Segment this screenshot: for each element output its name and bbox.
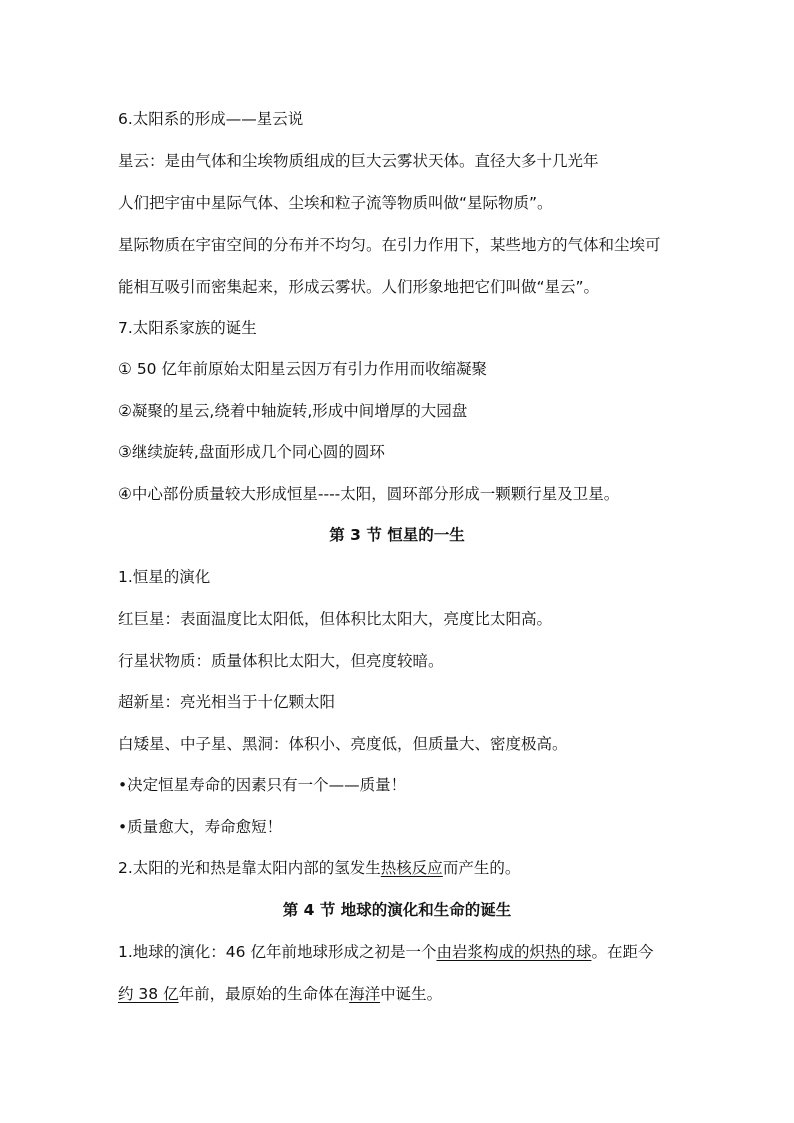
star-evolution-title: 1.恒星的演化	[118, 568, 211, 586]
section-7-title: 7.太阳系家族的诞生	[118, 319, 257, 337]
step-3: ③继续旋转,盘面形成几个同心圆的圆环	[118, 443, 385, 461]
earth-line-1-suffix: 。在距今	[591, 943, 654, 961]
planetary-matter-line: 行星状物质：质量体积比太阳大，但亮度较暗。	[118, 652, 444, 670]
red-giant-line: 红巨星：表面温度比太阳低，但体积比太阳大，亮度比太阳高。	[118, 610, 553, 628]
sun-energy-underlined: 热核反应	[380, 859, 443, 877]
earth-line-2-middle: 年前，最原始的生命体在	[178, 985, 350, 1003]
earth-line-2-underlined-ocean: 海洋	[349, 985, 381, 1003]
sun-energy-prefix: 2.太阳的光和热是靠太阳内部的氢发生	[118, 859, 381, 877]
earth-evolution-line-2	[118, 983, 688, 1005]
step-4: ④中心部份质量较大形成恒星----太阳，圆环部分形成一颗颗行星及卫星。	[118, 485, 620, 503]
dwarfs-line: 白矮星、中子星、黑洞：体积小、亮度低，但质量大、密度极高。	[118, 735, 568, 753]
earth-line-2-suffix: 中诞生。	[380, 985, 443, 1003]
earth-evolution-line-1	[118, 941, 688, 963]
interstellar-matter-definition: 人们把宇宙中星际气体、尘埃和粒子流等物质叫做“星际物质”。	[118, 194, 553, 212]
supernova-line: 超新星：亮光相当于十亿颗太阳	[118, 693, 336, 711]
sun-energy-line	[118, 857, 688, 879]
distribution-line-2: 能相互吸引而密集起来，形成云雾状。人们形象地把它们叫做“星云”。	[118, 278, 600, 296]
step-2: ②凝聚的星云,绕着中轴旋转,形成中间增厚的大园盘	[118, 402, 468, 420]
section-6-title: 6.太阳系的形成——星云说	[118, 110, 304, 128]
nebula-definition: 星云：是由气体和尘埃物质组成的巨大云雾状天体。直径大多十几光年	[118, 152, 599, 170]
sun-energy-suffix: 而产生的。	[442, 859, 521, 877]
earth-line-2-underlined-years: 约 38 亿	[118, 985, 179, 1003]
step-1: ① 50 亿年前原始太阳星云因万有引力作用而收缩凝聚	[118, 360, 487, 378]
bullet-lifetime-factor: •决定恒星寿命的因素只有一个——质量！	[118, 776, 407, 794]
bullet-mass-lifetime: •质量愈大，寿命愈短！	[118, 818, 283, 836]
chapter-4-heading: 第 4 节 地球的演化和生命的诞生	[282, 901, 512, 919]
distribution-line-1: 星际物质在宇宙空间的分布并不均匀。在引力作用下，某些地方的气体和尘埃可	[118, 236, 661, 254]
earth-line-1-underlined: 由岩浆构成的炽热的球	[436, 943, 592, 961]
earth-line-1-prefix: 1.地球的演化：46 亿年前地球形成之初是一个	[118, 943, 437, 961]
chapter-3-heading: 第 3 节 恒星的一生	[329, 526, 465, 544]
